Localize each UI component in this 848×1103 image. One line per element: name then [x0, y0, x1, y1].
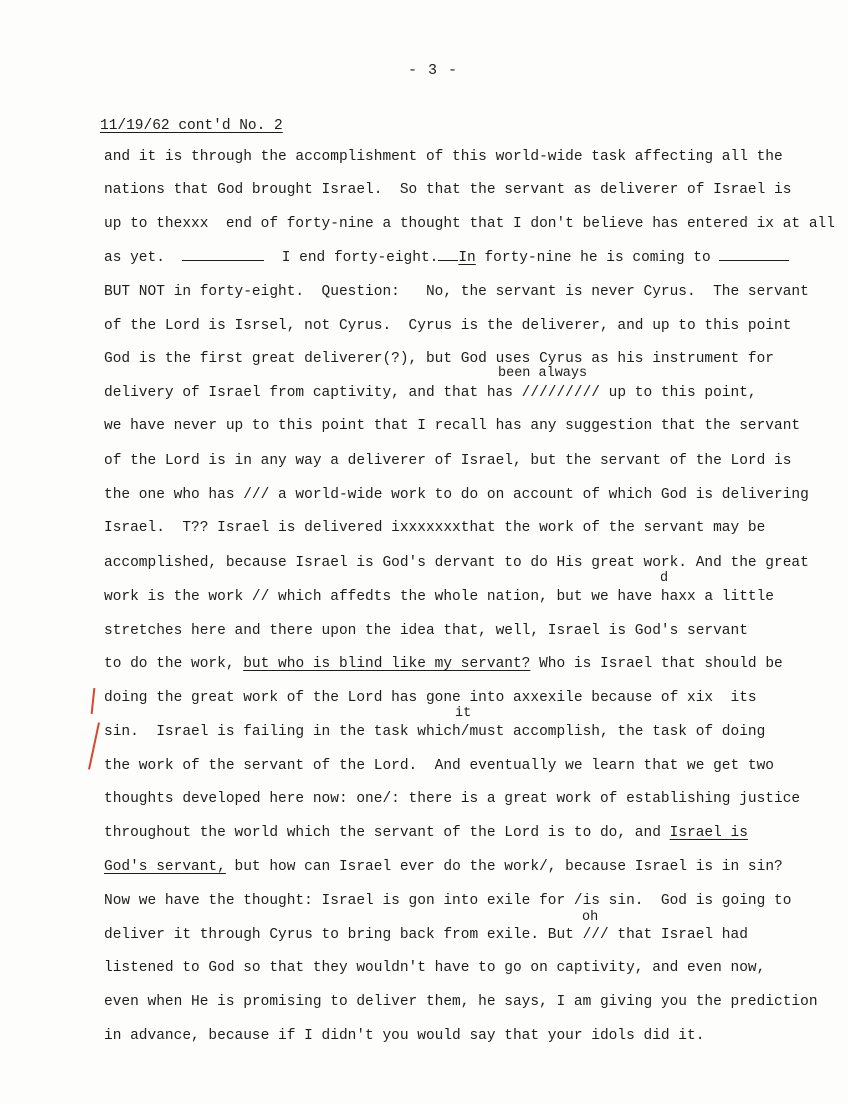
date-heading: 11/19/62 cont'd No. 2	[100, 118, 283, 134]
text-line-25: listened to God so that they wouldn't have to go on captivity, and even now,	[104, 960, 766, 976]
interlinear-it: it	[455, 706, 472, 721]
margin-mark-bottom	[88, 722, 100, 769]
line-21-underlined: Israel is	[669, 825, 748, 841]
text-line-14: work is the work // which affedts the whole nation, but we have haxx a little	[104, 589, 775, 605]
text-line-10: of the Lord is in any way a deliverer of Israel, but the servant of the Lord is	[104, 453, 792, 469]
text-line-2: nations that God brought Israel. So that the servant as deliverer of Israel is	[104, 182, 792, 198]
interlinear-been-always: been always	[498, 366, 588, 381]
blank-line-1	[182, 259, 264, 261]
line-16-underlined: but who is blind like my servant?	[243, 656, 531, 672]
text-line-6: of the Lord is Isrsel, not Cyrus. Cyrus is the deliverer, and up to this point	[104, 318, 792, 334]
text-line-27: in advance, because if I didn't you would say that your idols did it.	[104, 1028, 705, 1044]
line-21-part-1: throughout the world which the servant of the Lord is to do, and	[104, 825, 670, 841]
text-line-21	[104, 826, 748, 841]
text-line-15: stretches here and there upon the idea that, well, Israel is God's servant	[104, 623, 748, 639]
text-line-17: doing the great work of the Lord has gone into axxexile because of xix its	[104, 690, 757, 706]
text-line-12: Israel. T?? Israel is delivered ixxxxxxxthat the work of the servant may be	[104, 520, 766, 536]
text-line-8: delivery of Israel from captivity, and that has ///////// up to this point,	[104, 385, 757, 401]
line-4-part-3: forty-nine he is coming to	[475, 250, 720, 266]
line-4-part-2: I end forty-eight.	[264, 250, 439, 266]
line-16-part-1: to do the work,	[104, 656, 244, 672]
text-line-19: the work of the servant of the Lord. And eventually we learn that we get two	[104, 758, 775, 774]
interlinear-oh: oh	[582, 910, 599, 925]
text-line-18: sin. Israel is failing in the task which/must accomplish, the task of doing	[104, 724, 766, 740]
line-22-part-2: but how can Israel ever do the work/, because Israel is in sin?	[225, 859, 783, 875]
blank-line-2	[438, 259, 458, 261]
interlinear-d: d	[660, 571, 669, 586]
text-line-26: even when He is promising to deliver them, he says, I am giving you the prediction	[104, 994, 818, 1010]
text-line-5: BUT NOT in forty-eight. Question: No, the servant is never Cyrus. The servant	[104, 284, 809, 300]
text-line-20: thoughts developed here now: one/: there is a great work of establishing justice	[104, 791, 801, 807]
text-line-11: the one who has /// a world-wide work to do on account of which God is delivering	[104, 487, 809, 503]
margin-mark-top	[91, 688, 96, 714]
text-line-23: Now we have the thought: Israel is gon into exile for /is sin. God is going to	[104, 893, 792, 909]
text-line-4	[104, 251, 789, 266]
line-22-underlined: God's servant,	[104, 859, 226, 875]
text-line-3: up to thexxx end of forty-nine a thought that I don't believe has entered ix at all	[104, 216, 835, 232]
text-line-7: God is the first great deliverer(?), but God uses Cyrus as his instrument for	[104, 351, 775, 367]
text-line-16	[104, 657, 783, 672]
line-4-in: In	[458, 250, 476, 266]
line-4-part-1: as yet.	[104, 250, 183, 266]
text-line-1: and it is through the accomplishment of this world-wide task affecting all the	[104, 149, 783, 165]
text-line-22	[104, 860, 783, 875]
page-number: - 3 -	[408, 62, 459, 79]
text-line-9: we have never up to this point that I recall has any suggestion that the servant	[104, 418, 801, 434]
blank-line-3	[719, 259, 789, 261]
text-line-24: deliver it through Cyrus to bring back from exile. But /// that Israel had	[104, 927, 748, 943]
line-16-part-2: Who is Israel that should be	[530, 656, 783, 672]
text-line-13: accomplished, because Israel is God's dervant to do His great work. And the great	[104, 555, 809, 571]
